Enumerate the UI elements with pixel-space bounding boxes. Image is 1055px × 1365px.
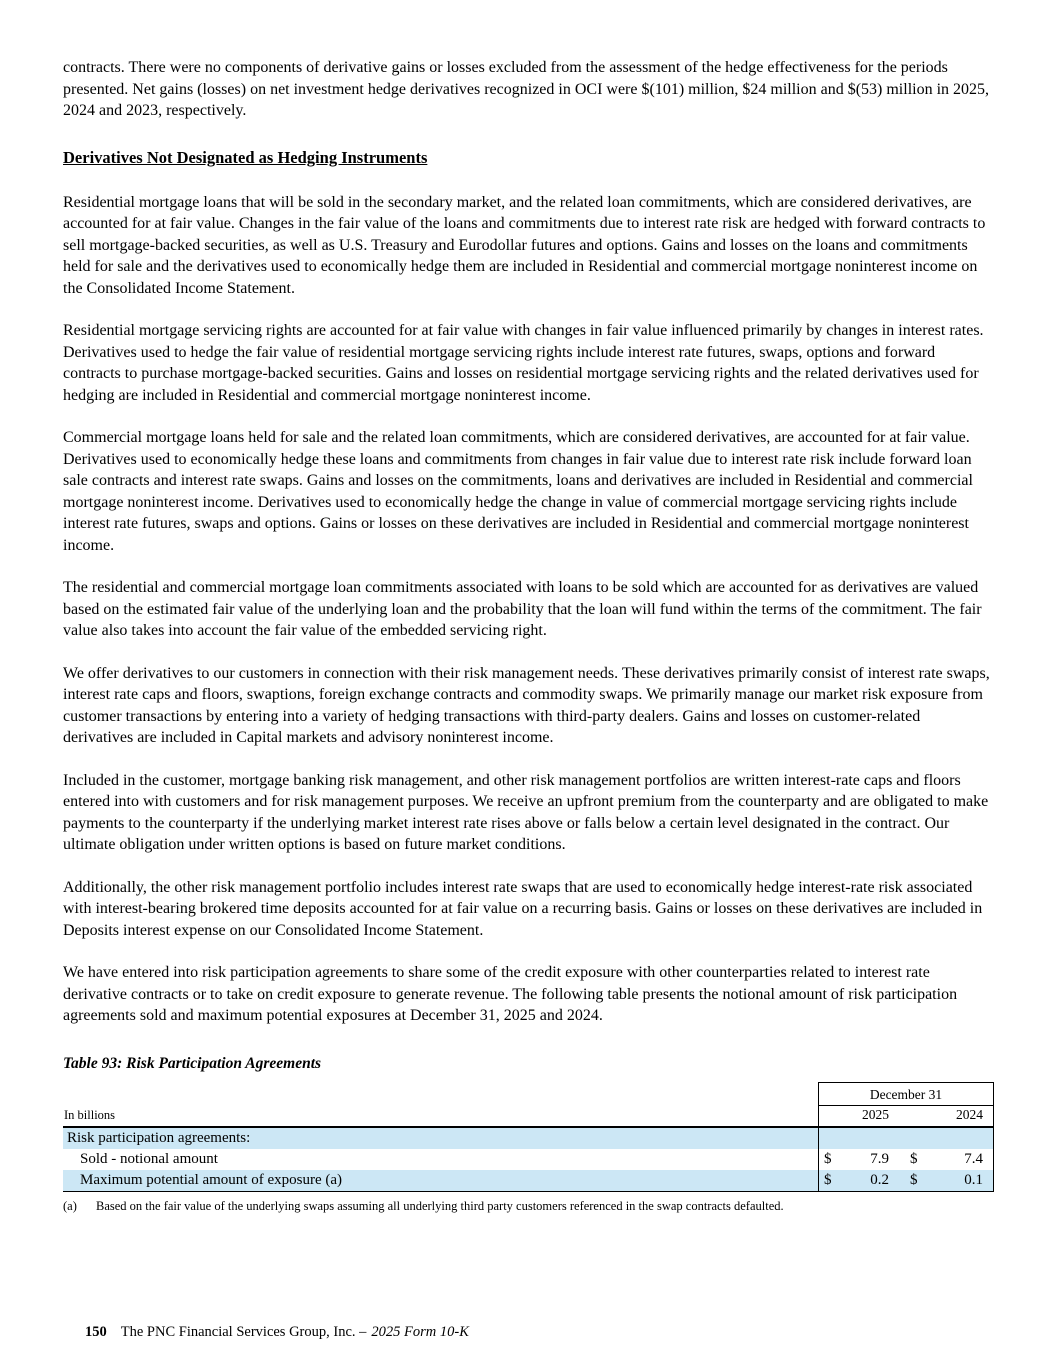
table-row bbox=[63, 1149, 994, 1170]
body-paragraph: Residential mortgage loans that will be sold in the secondary market, and the related loan commitments, which are considered derivatives, are accounted for at fair value. Changes in the fair value of the loans and commitments due to interest rate risk are hedged with forward contracts to sell mortgage-backed securities, as well as U.S. Treasury and Eurodollar futures and options. Gains and losses on the loans and commitments held for sale and the derivatives used to economically hedge them are included in Residential and commercial mortgage noninterest income on the Consolidated Income Statement. bbox=[63, 193, 986, 297]
risk-participation-table bbox=[63, 1082, 994, 1214]
body-paragraph: Commercial mortgage loans held for sale and the related loan commitments, which are considered derivatives, are accounted for at fair value. Derivatives used to economically hedge these loans and commitments from changes in fair value due to interest rate risk include forward loan sale contracts and interest rate swaps. Gains and losses on the commitments, loans and derivatives are included in Residential and commercial mortgage noninterest income. Derivatives used to economically hedge the change in value of commercial mortgage servicing rights include interest rate futures, swaps and options. Gains or losses on these derivatives are included in Residential and commercial mortgage noninterest income. bbox=[63, 429, 973, 554]
footnote-marker: (a) bbox=[63, 1198, 77, 1213]
value-2025: 7.9 bbox=[870, 1150, 889, 1167]
table-column-header-row bbox=[63, 1105, 994, 1128]
page-content bbox=[63, 57, 994, 1214]
body-paragraph: Included in the customer, mortgage banking risk management, and other risk management portfolios are written interest-rate caps and floors entered into with customers and for risk management purposes. We receive an upfront premium from the counterparty and are obligated to make payments to the counterparty if the underlying market interest rate rises above or falls below a certain level designated in the contract. Our ultimate obligation under written options is based on future market conditions. bbox=[63, 771, 989, 853]
currency-symbol: $ bbox=[824, 1150, 832, 1167]
table-title: Table 93: Risk Participation Agreements bbox=[63, 1054, 322, 1072]
value-cell-2025 bbox=[819, 1151, 901, 1168]
table-row bbox=[63, 1170, 994, 1191]
table-group-header-row bbox=[63, 1082, 994, 1105]
section-heading: Derivatives Not Designated as Hedging Instruments bbox=[63, 147, 428, 167]
footer-company-name: The PNC Financial Services Group, Inc. – bbox=[120, 1324, 367, 1340]
value-2024: 0.1 bbox=[964, 1171, 983, 1188]
row-label: Maximum potential amount of exposure (a) bbox=[80, 1171, 343, 1188]
footer-form-name: 2025 Form 10-K bbox=[371, 1324, 469, 1340]
value-cell-2024 bbox=[901, 1151, 993, 1168]
page-footer bbox=[85, 1324, 469, 1341]
row-label: Sold - notional amount bbox=[80, 1150, 218, 1167]
body-paragraph: The residential and commercial mortgage loan commitments associated with loans to be sold which are accounted for as derivatives are valued based on the estimated fair value of the underlying loan and the probability that the loan will fund within the terms of the commitment. The fair value also takes into account the fair value of the embedded servicing right. bbox=[63, 579, 982, 639]
row-values bbox=[818, 1170, 994, 1191]
page-number: 150 bbox=[85, 1324, 107, 1340]
row-values bbox=[818, 1128, 994, 1149]
group-header-label: December 31 bbox=[869, 1086, 943, 1102]
row-values bbox=[818, 1149, 994, 1170]
intro-paragraph: contracts. There were no components of derivative gains or losses excluded from the assessment of the hedge effectiveness for the periods presented. Net gains (losses) on net investment hedge derivatives recognized in OCI were $(101) million, $24 million and $(53) million in 2025, 2024 and 2023, respectively. bbox=[63, 59, 990, 119]
value-cell-2025 bbox=[819, 1172, 901, 1189]
body-paragraph: We offer derivatives to our customers in connection with their risk management needs. These derivatives primarily consist of interest rate swaps, interest rate caps and floors, swaptions, foreign exchange contracts and commodity swaps. We primarily manage our market risk exposure from customer transactions by entering into a variety of hedging transactions with third-party dealers. Gains and losses on customer-related derivatives are included in Capital markets and advisory noninterest income. bbox=[63, 664, 990, 746]
group-header-cell bbox=[818, 1082, 994, 1105]
row-label: Risk participation agreements: bbox=[67, 1129, 251, 1146]
units-label: In billions bbox=[64, 1107, 116, 1122]
currency-symbol: $ bbox=[824, 1171, 832, 1188]
value-cell-2024 bbox=[901, 1172, 993, 1189]
table-body bbox=[63, 1128, 994, 1192]
year-header-2025: 2025 bbox=[862, 1106, 889, 1122]
body-paragraph: We have entered into risk participation agreements to share some of the credit exposure with other counterparties related to interest rate derivative contracts or to take on credit exposure to generate revenue. The following table presents the notional amount of risk participation agreements sold and maximum potential exposures at December 31, 2025 and 2024. bbox=[63, 964, 958, 1024]
footnote-text: Based on the fair value of the underlying swaps assuming all underlying third party customers referenced in the swap contracts defaulted. bbox=[96, 1198, 784, 1213]
value-2024: 7.4 bbox=[964, 1150, 983, 1167]
year-columns bbox=[818, 1105, 994, 1126]
group-header-spacer bbox=[63, 1082, 818, 1105]
body-paragraph: Additionally, the other risk management portfolio includes interest rate swaps that are used to economically hedge interest-rate risk associated with interest-bearing brokered time deposits accounted for at fair value on a recurring basis. Gains or losses on these derivatives are included in Deposits interest expense on our Consolidated Income Statement. bbox=[63, 878, 983, 939]
currency-symbol: $ bbox=[910, 1150, 918, 1167]
body-paragraph: Residential mortgage servicing rights are accounted for at fair value with changes in fair value influenced primarily by changes in interest rates. Derivatives used to hedge the fair value of residential mortgage servicing rights include interest rate futures, swaps, options and forward contracts to purchase mortgage-backed securities. Gains and losses on residential mortgage servicing rights and the related derivatives used for hedging are included in Residential and commercial mortgage noninterest income. bbox=[63, 322, 984, 404]
year-header-2024: 2024 bbox=[956, 1106, 983, 1122]
value-2025: 0.2 bbox=[870, 1171, 889, 1188]
currency-symbol: $ bbox=[910, 1171, 918, 1188]
table-footnote bbox=[63, 1199, 994, 1214]
table-row bbox=[63, 1128, 994, 1149]
